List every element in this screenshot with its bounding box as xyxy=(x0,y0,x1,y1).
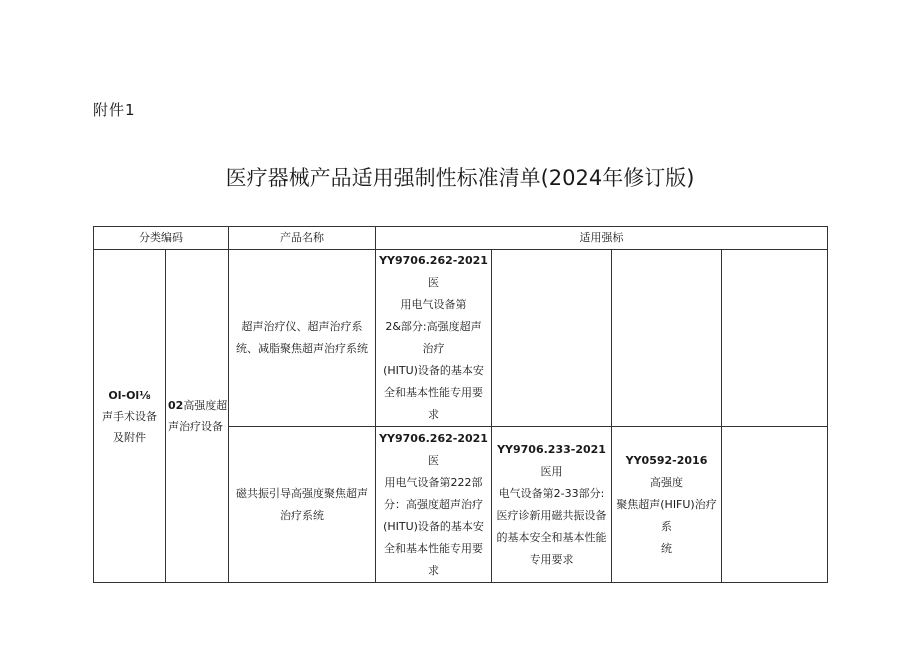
standard-line: (HITU)设备的基本安 xyxy=(383,519,484,533)
empty-cell xyxy=(492,250,612,427)
standard-line: 的基本安全和基本性能 xyxy=(496,530,607,544)
product-name-line: 超声治疗仪、超声治疗系 xyxy=(241,320,363,333)
standard-line: 全和基本性能专用要 xyxy=(384,386,483,399)
header-standards: 适用强标 xyxy=(376,227,828,250)
standard-cell xyxy=(612,427,722,583)
header-category-code: 分类编码 xyxy=(94,227,229,250)
category-primary-name-1: 声手术设备 xyxy=(102,409,157,423)
product-name-cell xyxy=(229,250,376,427)
category-secondary-line-1: 02高强度超 xyxy=(168,399,228,412)
standard-cell xyxy=(376,250,492,427)
standard-line: 2&部分:高强度超声 xyxy=(385,320,482,333)
standard-line: 全和基本性能专用要 xyxy=(384,541,483,555)
category-primary-name-2: 及附件 xyxy=(113,430,146,444)
standard-line: 系 xyxy=(661,519,672,533)
standard-line: 求 xyxy=(428,563,439,577)
attachment-label: 附件1 xyxy=(93,101,136,119)
standard-line: 用电气设备第222部 xyxy=(384,475,483,489)
category-primary-cell xyxy=(94,250,166,583)
product-name-line: 治疗系统 xyxy=(280,508,324,522)
header-product-name: 产品名称 xyxy=(229,227,376,250)
empty-cell xyxy=(722,250,828,427)
category-secondary-cell xyxy=(166,250,229,583)
table-header-row xyxy=(94,227,828,250)
standard-line: 用电气设备第 xyxy=(400,298,467,311)
standard-cell xyxy=(376,427,492,583)
standard-line: 电气设备第2-33部分: xyxy=(498,486,605,500)
standard-line: 求 xyxy=(428,408,439,421)
standard-cell xyxy=(492,427,612,583)
standard-line: 医疗诊新用磁共振设备 xyxy=(496,508,607,522)
standard-line: (HITU)设备的基本安 xyxy=(383,364,484,377)
document-title: 医疗器械产品适用强制性标准清单(2024年修订版) xyxy=(225,166,695,190)
standard-line: 专用要求 xyxy=(529,552,574,566)
standard-line: YY9706.262-2021 医 xyxy=(379,431,488,467)
standard-line: 治疗 xyxy=(422,342,445,355)
standard-line: 聚焦超声(HIFU)治疗 xyxy=(616,497,717,511)
standard-line: YY9706.233-2021 医用 xyxy=(497,442,606,478)
category-primary-code: Ol-Ol⅛ xyxy=(108,388,151,402)
standard-line: YY9706.262-2021 医 xyxy=(379,254,488,289)
table-row xyxy=(94,250,828,427)
category-secondary-line-2: 声治疗设备 xyxy=(168,420,223,433)
standard-line: 分：高强度超声治疗 xyxy=(384,497,483,511)
empty-cell xyxy=(612,250,722,427)
standards-table xyxy=(93,226,828,583)
empty-cell xyxy=(722,427,828,583)
standard-line: 统 xyxy=(661,541,672,555)
product-name-line: 统、减脂聚焦超声治疗系统 xyxy=(236,342,368,355)
standard-line: YY0592-2016 高强度 xyxy=(625,453,708,489)
product-name-line: 磁共振引导高强度聚焦超声 xyxy=(236,486,368,500)
product-name-cell xyxy=(229,427,376,583)
